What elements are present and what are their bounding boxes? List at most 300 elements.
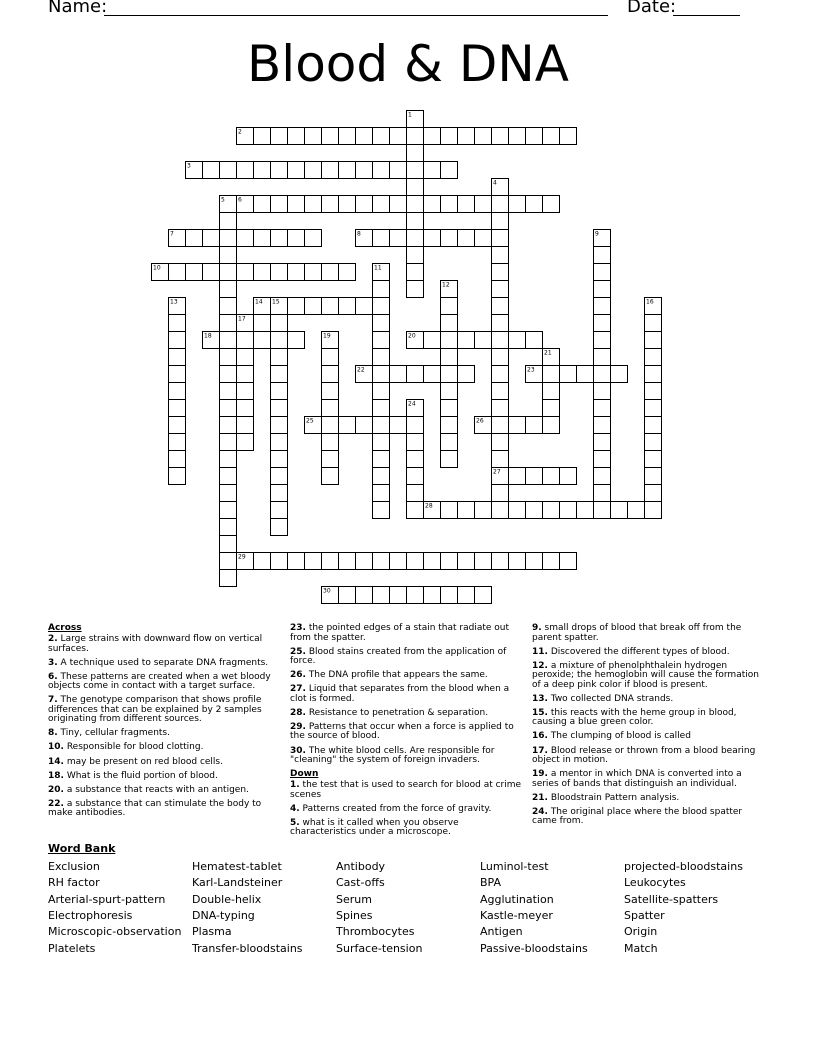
grid-cell[interactable] xyxy=(526,128,543,145)
grid-cell[interactable] xyxy=(594,502,611,519)
grid-cell[interactable] xyxy=(339,264,356,281)
grid-cell[interactable] xyxy=(543,553,560,570)
grid-cell[interactable] xyxy=(288,264,305,281)
grid-cell[interactable] xyxy=(645,315,662,332)
grid-cell[interactable] xyxy=(186,264,203,281)
grid-cell[interactable] xyxy=(237,383,254,400)
grid-cell[interactable] xyxy=(220,383,237,400)
grid-cell[interactable] xyxy=(526,502,543,519)
grid-cell[interactable] xyxy=(458,366,475,383)
grid-cell[interactable] xyxy=(492,213,509,230)
grid-cell[interactable] xyxy=(645,485,662,502)
grid-cell[interactable] xyxy=(645,383,662,400)
grid-cell[interactable] xyxy=(373,196,390,213)
grid-cell[interactable] xyxy=(458,553,475,570)
grid-cell[interactable] xyxy=(373,230,390,247)
grid-cell[interactable] xyxy=(373,383,390,400)
grid-cell[interactable] xyxy=(305,162,322,179)
grid-cell[interactable] xyxy=(373,281,390,298)
grid-cell[interactable] xyxy=(288,196,305,213)
grid-cell[interactable] xyxy=(424,332,441,349)
grid-cell[interactable] xyxy=(594,281,611,298)
grid-cell[interactable] xyxy=(407,230,424,247)
grid-cell[interactable] xyxy=(475,502,492,519)
grid-cell[interactable] xyxy=(645,502,662,519)
grid-cell[interactable] xyxy=(373,417,390,434)
grid-cell[interactable] xyxy=(509,128,526,145)
grid-cell[interactable] xyxy=(492,417,509,434)
grid-cell[interactable] xyxy=(169,417,186,434)
grid-cell[interactable] xyxy=(645,417,662,434)
grid-cell[interactable] xyxy=(407,196,424,213)
grid-cell[interactable] xyxy=(373,434,390,451)
grid-cell[interactable] xyxy=(169,451,186,468)
grid-cell[interactable] xyxy=(356,417,373,434)
grid-cell[interactable] xyxy=(237,230,254,247)
grid-cell[interactable] xyxy=(254,332,271,349)
grid-cell[interactable] xyxy=(322,400,339,417)
grid-cell[interactable] xyxy=(169,315,186,332)
grid-cell[interactable] xyxy=(271,162,288,179)
grid-cell[interactable] xyxy=(220,213,237,230)
grid-cell[interactable] xyxy=(305,128,322,145)
grid-cell[interactable] xyxy=(339,417,356,434)
grid-cell[interactable] xyxy=(373,128,390,145)
grid-cell[interactable] xyxy=(220,553,237,570)
grid-cell[interactable] xyxy=(254,162,271,179)
grid-cell[interactable] xyxy=(339,162,356,179)
grid-cell[interactable] xyxy=(220,400,237,417)
grid-cell[interactable] xyxy=(288,128,305,145)
grid-cell[interactable] xyxy=(424,128,441,145)
grid-cell[interactable] xyxy=(526,196,543,213)
grid-cell[interactable] xyxy=(441,196,458,213)
grid-cell[interactable] xyxy=(424,162,441,179)
grid-cell[interactable] xyxy=(237,366,254,383)
grid-cell[interactable] xyxy=(220,247,237,264)
grid-cell[interactable] xyxy=(475,230,492,247)
grid-cell[interactable] xyxy=(254,230,271,247)
grid-cell[interactable] xyxy=(611,366,628,383)
grid-cell[interactable] xyxy=(373,468,390,485)
grid-cell[interactable] xyxy=(288,298,305,315)
grid-cell[interactable] xyxy=(271,128,288,145)
grid-cell[interactable] xyxy=(441,434,458,451)
clue-text: Resistance to penetration & separation. xyxy=(305,707,489,718)
grid-cell[interactable] xyxy=(169,468,186,485)
grid-cell[interactable] xyxy=(220,315,237,332)
grid-cell[interactable] xyxy=(458,332,475,349)
grid-cell[interactable] xyxy=(441,332,458,349)
grid-cell[interactable] xyxy=(441,587,458,604)
grid-cell[interactable] xyxy=(543,383,560,400)
grid-cell[interactable] xyxy=(645,451,662,468)
clue-text: small drops of blood that break off from the parent spatter. xyxy=(532,623,742,643)
grid-cell[interactable] xyxy=(526,553,543,570)
grid-cell[interactable] xyxy=(492,366,509,383)
grid-cell[interactable] xyxy=(543,502,560,519)
grid-cell[interactable] xyxy=(220,230,237,247)
grid-cell[interactable] xyxy=(543,468,560,485)
grid-cell[interactable] xyxy=(407,179,424,196)
grid-cell[interactable] xyxy=(237,400,254,417)
grid-cell[interactable] xyxy=(373,298,390,315)
grid-cell[interactable] xyxy=(424,230,441,247)
grid-cell[interactable] xyxy=(407,451,424,468)
grid-cell[interactable] xyxy=(271,366,288,383)
grid-cell[interactable] xyxy=(220,570,237,587)
grid-cell[interactable] xyxy=(509,417,526,434)
grid-cell[interactable] xyxy=(407,281,424,298)
grid-cell[interactable] xyxy=(271,468,288,485)
cell-number: 18 xyxy=(204,332,212,340)
grid-cell[interactable] xyxy=(288,230,305,247)
grid-cell[interactable] xyxy=(220,434,237,451)
down-clue xyxy=(532,794,764,804)
grid-cell[interactable] xyxy=(441,553,458,570)
grid-cell[interactable] xyxy=(322,264,339,281)
grid-cell[interactable] xyxy=(322,128,339,145)
grid-cell[interactable] xyxy=(373,451,390,468)
grid-cell[interactable] xyxy=(509,553,526,570)
grid-cell[interactable] xyxy=(441,383,458,400)
grid-cell[interactable] xyxy=(492,264,509,281)
grid-cell[interactable] xyxy=(254,553,271,570)
grid-cell[interactable] xyxy=(322,451,339,468)
grid-cell[interactable] xyxy=(339,587,356,604)
grid-cell[interactable] xyxy=(322,366,339,383)
grid-cell[interactable] xyxy=(509,196,526,213)
grid-cell[interactable] xyxy=(458,502,475,519)
grid-cell[interactable] xyxy=(271,502,288,519)
grid-cell[interactable] xyxy=(271,451,288,468)
grid-cell[interactable] xyxy=(441,400,458,417)
grid-cell[interactable] xyxy=(373,553,390,570)
grid-cell[interactable] xyxy=(373,162,390,179)
grid-cell[interactable] xyxy=(220,349,237,366)
grid-cell[interactable] xyxy=(305,196,322,213)
grid-cell[interactable] xyxy=(169,366,186,383)
grid-cell[interactable] xyxy=(373,485,390,502)
grid-cell[interactable] xyxy=(271,349,288,366)
grid-cell[interactable] xyxy=(220,264,237,281)
grid-cell[interactable] xyxy=(237,332,254,349)
grid-cell[interactable] xyxy=(492,383,509,400)
grid-cell[interactable] xyxy=(169,383,186,400)
grid-cell[interactable] xyxy=(543,400,560,417)
grid-cell[interactable] xyxy=(560,468,577,485)
grid-cell[interactable] xyxy=(390,553,407,570)
grid-cell[interactable] xyxy=(645,332,662,349)
grid-cell[interactable] xyxy=(645,349,662,366)
grid-cell[interactable] xyxy=(271,264,288,281)
across-clue xyxy=(290,648,522,667)
grid-cell[interactable] xyxy=(492,485,509,502)
grid-cell[interactable] xyxy=(407,587,424,604)
grid-cell[interactable] xyxy=(339,553,356,570)
grid-cell[interactable] xyxy=(271,400,288,417)
grid-cell[interactable] xyxy=(475,196,492,213)
grid-cell[interactable] xyxy=(492,502,509,519)
grid-cell[interactable] xyxy=(220,485,237,502)
grid-cell[interactable] xyxy=(220,332,237,349)
grid-cell[interactable] xyxy=(169,349,186,366)
grid-cell[interactable] xyxy=(407,145,424,162)
grid-cell[interactable] xyxy=(220,417,237,434)
clue-number: 11. xyxy=(532,646,548,657)
grid-cell[interactable] xyxy=(458,196,475,213)
grid-cell[interactable] xyxy=(390,417,407,434)
grid-cell[interactable] xyxy=(407,162,424,179)
grid-cell[interactable] xyxy=(594,298,611,315)
grid-cell[interactable] xyxy=(322,349,339,366)
grid-cell[interactable] xyxy=(475,587,492,604)
grid-cell[interactable] xyxy=(305,298,322,315)
grid-cell[interactable] xyxy=(271,230,288,247)
grid-cell[interactable] xyxy=(594,247,611,264)
grid-cell[interactable] xyxy=(390,162,407,179)
grid-cell[interactable] xyxy=(594,383,611,400)
grid-cell[interactable] xyxy=(220,281,237,298)
grid-cell[interactable] xyxy=(220,366,237,383)
down-heading: Down xyxy=(290,769,319,780)
grid-cell[interactable] xyxy=(322,468,339,485)
grid-cell[interactable] xyxy=(560,502,577,519)
grid-cell[interactable] xyxy=(390,366,407,383)
grid-cell[interactable] xyxy=(322,196,339,213)
grid-cell[interactable] xyxy=(373,587,390,604)
grid-cell[interactable] xyxy=(492,434,509,451)
grid-cell[interactable] xyxy=(441,366,458,383)
grid-cell[interactable] xyxy=(645,434,662,451)
grid-cell[interactable] xyxy=(441,128,458,145)
clue-number: 14. xyxy=(48,756,64,767)
grid-cell[interactable] xyxy=(594,485,611,502)
grid-cell[interactable] xyxy=(407,213,424,230)
grid-cell[interactable] xyxy=(441,315,458,332)
grid-cell[interactable] xyxy=(203,162,220,179)
grid-cell[interactable] xyxy=(322,553,339,570)
grid-cell[interactable] xyxy=(543,417,560,434)
grid-cell[interactable] xyxy=(271,383,288,400)
grid-cell[interactable] xyxy=(458,587,475,604)
grid-cell[interactable] xyxy=(305,230,322,247)
grid-cell[interactable] xyxy=(441,417,458,434)
grid-cell[interactable] xyxy=(441,162,458,179)
grid-cell[interactable] xyxy=(407,468,424,485)
grid-cell[interactable] xyxy=(322,162,339,179)
grid-cell[interactable] xyxy=(441,349,458,366)
grid-cell[interactable] xyxy=(254,196,271,213)
grid-cell[interactable] xyxy=(237,417,254,434)
grid-cell[interactable] xyxy=(271,519,288,536)
grid-cell[interactable] xyxy=(373,400,390,417)
grid-cell[interactable] xyxy=(441,230,458,247)
grid-cell[interactable] xyxy=(526,417,543,434)
cell-number: 22 xyxy=(357,366,365,374)
grid-cell[interactable] xyxy=(543,128,560,145)
grid-cell[interactable] xyxy=(560,128,577,145)
grid-cell[interactable] xyxy=(356,298,373,315)
cell-number: 8 xyxy=(357,230,361,238)
grid-cell[interactable] xyxy=(390,196,407,213)
grid-cell[interactable] xyxy=(356,553,373,570)
grid-cell[interactable] xyxy=(169,264,186,281)
grid-cell[interactable] xyxy=(288,162,305,179)
grid-cell[interactable] xyxy=(492,553,509,570)
grid-cell[interactable] xyxy=(526,332,543,349)
grid-cell[interactable] xyxy=(475,332,492,349)
grid-cell[interactable] xyxy=(509,502,526,519)
grid-cell[interactable] xyxy=(492,230,509,247)
grid-cell[interactable] xyxy=(594,434,611,451)
grid-cell[interactable] xyxy=(356,128,373,145)
grid-cell[interactable] xyxy=(305,553,322,570)
grid-cell[interactable] xyxy=(169,400,186,417)
grid-cell[interactable] xyxy=(356,587,373,604)
grid-cell[interactable] xyxy=(407,485,424,502)
grid-cell[interactable] xyxy=(169,434,186,451)
grid-cell[interactable] xyxy=(271,434,288,451)
grid-cell[interactable] xyxy=(492,400,509,417)
grid-cell[interactable] xyxy=(373,332,390,349)
grid-cell[interactable] xyxy=(254,128,271,145)
grid-cell[interactable] xyxy=(220,536,237,553)
grid-cell[interactable] xyxy=(492,247,509,264)
grid-cell[interactable] xyxy=(203,230,220,247)
grid-cell[interactable] xyxy=(339,196,356,213)
grid-cell[interactable] xyxy=(203,264,220,281)
grid-cell[interactable] xyxy=(186,230,203,247)
grid-cell[interactable] xyxy=(560,366,577,383)
grid-cell[interactable] xyxy=(407,417,424,434)
clue-text: a substance that reacts with an antigen. xyxy=(63,784,249,795)
grid-cell[interactable] xyxy=(492,298,509,315)
grid-cell[interactable] xyxy=(458,128,475,145)
grid-cell[interactable] xyxy=(339,128,356,145)
grid-cell[interactable] xyxy=(492,196,509,213)
grid-cell[interactable] xyxy=(611,502,628,519)
grid-cell[interactable] xyxy=(373,315,390,332)
grid-cell[interactable] xyxy=(271,553,288,570)
clue-number: 2. xyxy=(48,634,58,644)
grid-cell[interactable] xyxy=(220,519,237,536)
grid-cell[interactable] xyxy=(305,264,322,281)
grid-cell[interactable] xyxy=(220,298,237,315)
grid-cell[interactable] xyxy=(271,485,288,502)
grid-cell[interactable] xyxy=(424,587,441,604)
grid-cell[interactable] xyxy=(424,366,441,383)
grid-cell[interactable] xyxy=(492,451,509,468)
grid-cell[interactable] xyxy=(458,230,475,247)
grid-cell[interactable] xyxy=(594,400,611,417)
grid-cell[interactable] xyxy=(220,162,237,179)
grid-cell[interactable] xyxy=(594,366,611,383)
grid-cell[interactable] xyxy=(645,366,662,383)
grid-cell[interactable] xyxy=(577,502,594,519)
grid-cell[interactable] xyxy=(560,553,577,570)
grid-cell[interactable] xyxy=(271,417,288,434)
grid-cell[interactable] xyxy=(407,128,424,145)
grid-cell[interactable] xyxy=(373,502,390,519)
grid-cell[interactable] xyxy=(577,366,594,383)
grid-cell[interactable] xyxy=(271,315,288,332)
grid-cell[interactable] xyxy=(509,332,526,349)
grid-cell[interactable] xyxy=(322,298,339,315)
grid-cell[interactable] xyxy=(288,553,305,570)
grid-cell[interactable] xyxy=(288,332,305,349)
grid-cell[interactable] xyxy=(254,264,271,281)
grid-cell[interactable] xyxy=(322,434,339,451)
grid-cell[interactable] xyxy=(475,553,492,570)
grid-cell[interactable] xyxy=(543,366,560,383)
grid-cell[interactable] xyxy=(492,349,509,366)
grid-cell[interactable] xyxy=(220,451,237,468)
grid-cell[interactable] xyxy=(356,196,373,213)
grid-cell[interactable] xyxy=(373,366,390,383)
grid-cell[interactable] xyxy=(169,332,186,349)
grid-cell[interactable] xyxy=(441,298,458,315)
grid-cell[interactable] xyxy=(594,417,611,434)
grid-cell[interactable] xyxy=(492,315,509,332)
grid-cell[interactable] xyxy=(407,264,424,281)
clue-text: What is the fluid portion of blood. xyxy=(63,770,218,781)
grid-cell[interactable] xyxy=(492,128,509,145)
grid-cell[interactable] xyxy=(441,502,458,519)
grid-cell[interactable] xyxy=(407,502,424,519)
grid-cell[interactable] xyxy=(237,434,254,451)
grid-cell[interactable] xyxy=(271,196,288,213)
grid-cell[interactable] xyxy=(237,349,254,366)
grid-cell[interactable] xyxy=(407,366,424,383)
grid-cell[interactable] xyxy=(594,349,611,366)
grid-cell[interactable] xyxy=(441,451,458,468)
grid-cell[interactable] xyxy=(237,264,254,281)
grid-cell[interactable] xyxy=(492,332,509,349)
grid-cell[interactable] xyxy=(390,230,407,247)
grid-cell[interactable] xyxy=(390,128,407,145)
grid-cell[interactable] xyxy=(356,162,373,179)
grid-cell[interactable] xyxy=(339,298,356,315)
grid-cell[interactable] xyxy=(237,162,254,179)
grid-cell[interactable] xyxy=(424,196,441,213)
grid-cell[interactable] xyxy=(271,332,288,349)
grid-cell[interactable] xyxy=(594,468,611,485)
grid-cell[interactable] xyxy=(645,400,662,417)
grid-cell[interactable] xyxy=(322,383,339,400)
grid-cell[interactable] xyxy=(594,451,611,468)
grid-cell[interactable] xyxy=(543,196,560,213)
grid-cell[interactable] xyxy=(220,468,237,485)
grid-cell[interactable] xyxy=(407,553,424,570)
grid-cell[interactable] xyxy=(645,468,662,485)
grid-cell[interactable] xyxy=(424,553,441,570)
grid-cell[interactable] xyxy=(220,502,237,519)
grid-cell[interactable] xyxy=(492,281,509,298)
grid-cell[interactable] xyxy=(628,502,645,519)
grid-cell[interactable] xyxy=(594,332,611,349)
grid-cell[interactable] xyxy=(407,434,424,451)
grid-cell[interactable] xyxy=(526,468,543,485)
grid-cell[interactable] xyxy=(322,417,339,434)
grid-cell[interactable] xyxy=(594,315,611,332)
grid-cell[interactable] xyxy=(475,128,492,145)
grid-cell[interactable] xyxy=(390,587,407,604)
grid-cell[interactable] xyxy=(373,349,390,366)
grid-cell[interactable] xyxy=(594,264,611,281)
grid-cell[interactable] xyxy=(407,247,424,264)
grid-cell[interactable] xyxy=(509,468,526,485)
